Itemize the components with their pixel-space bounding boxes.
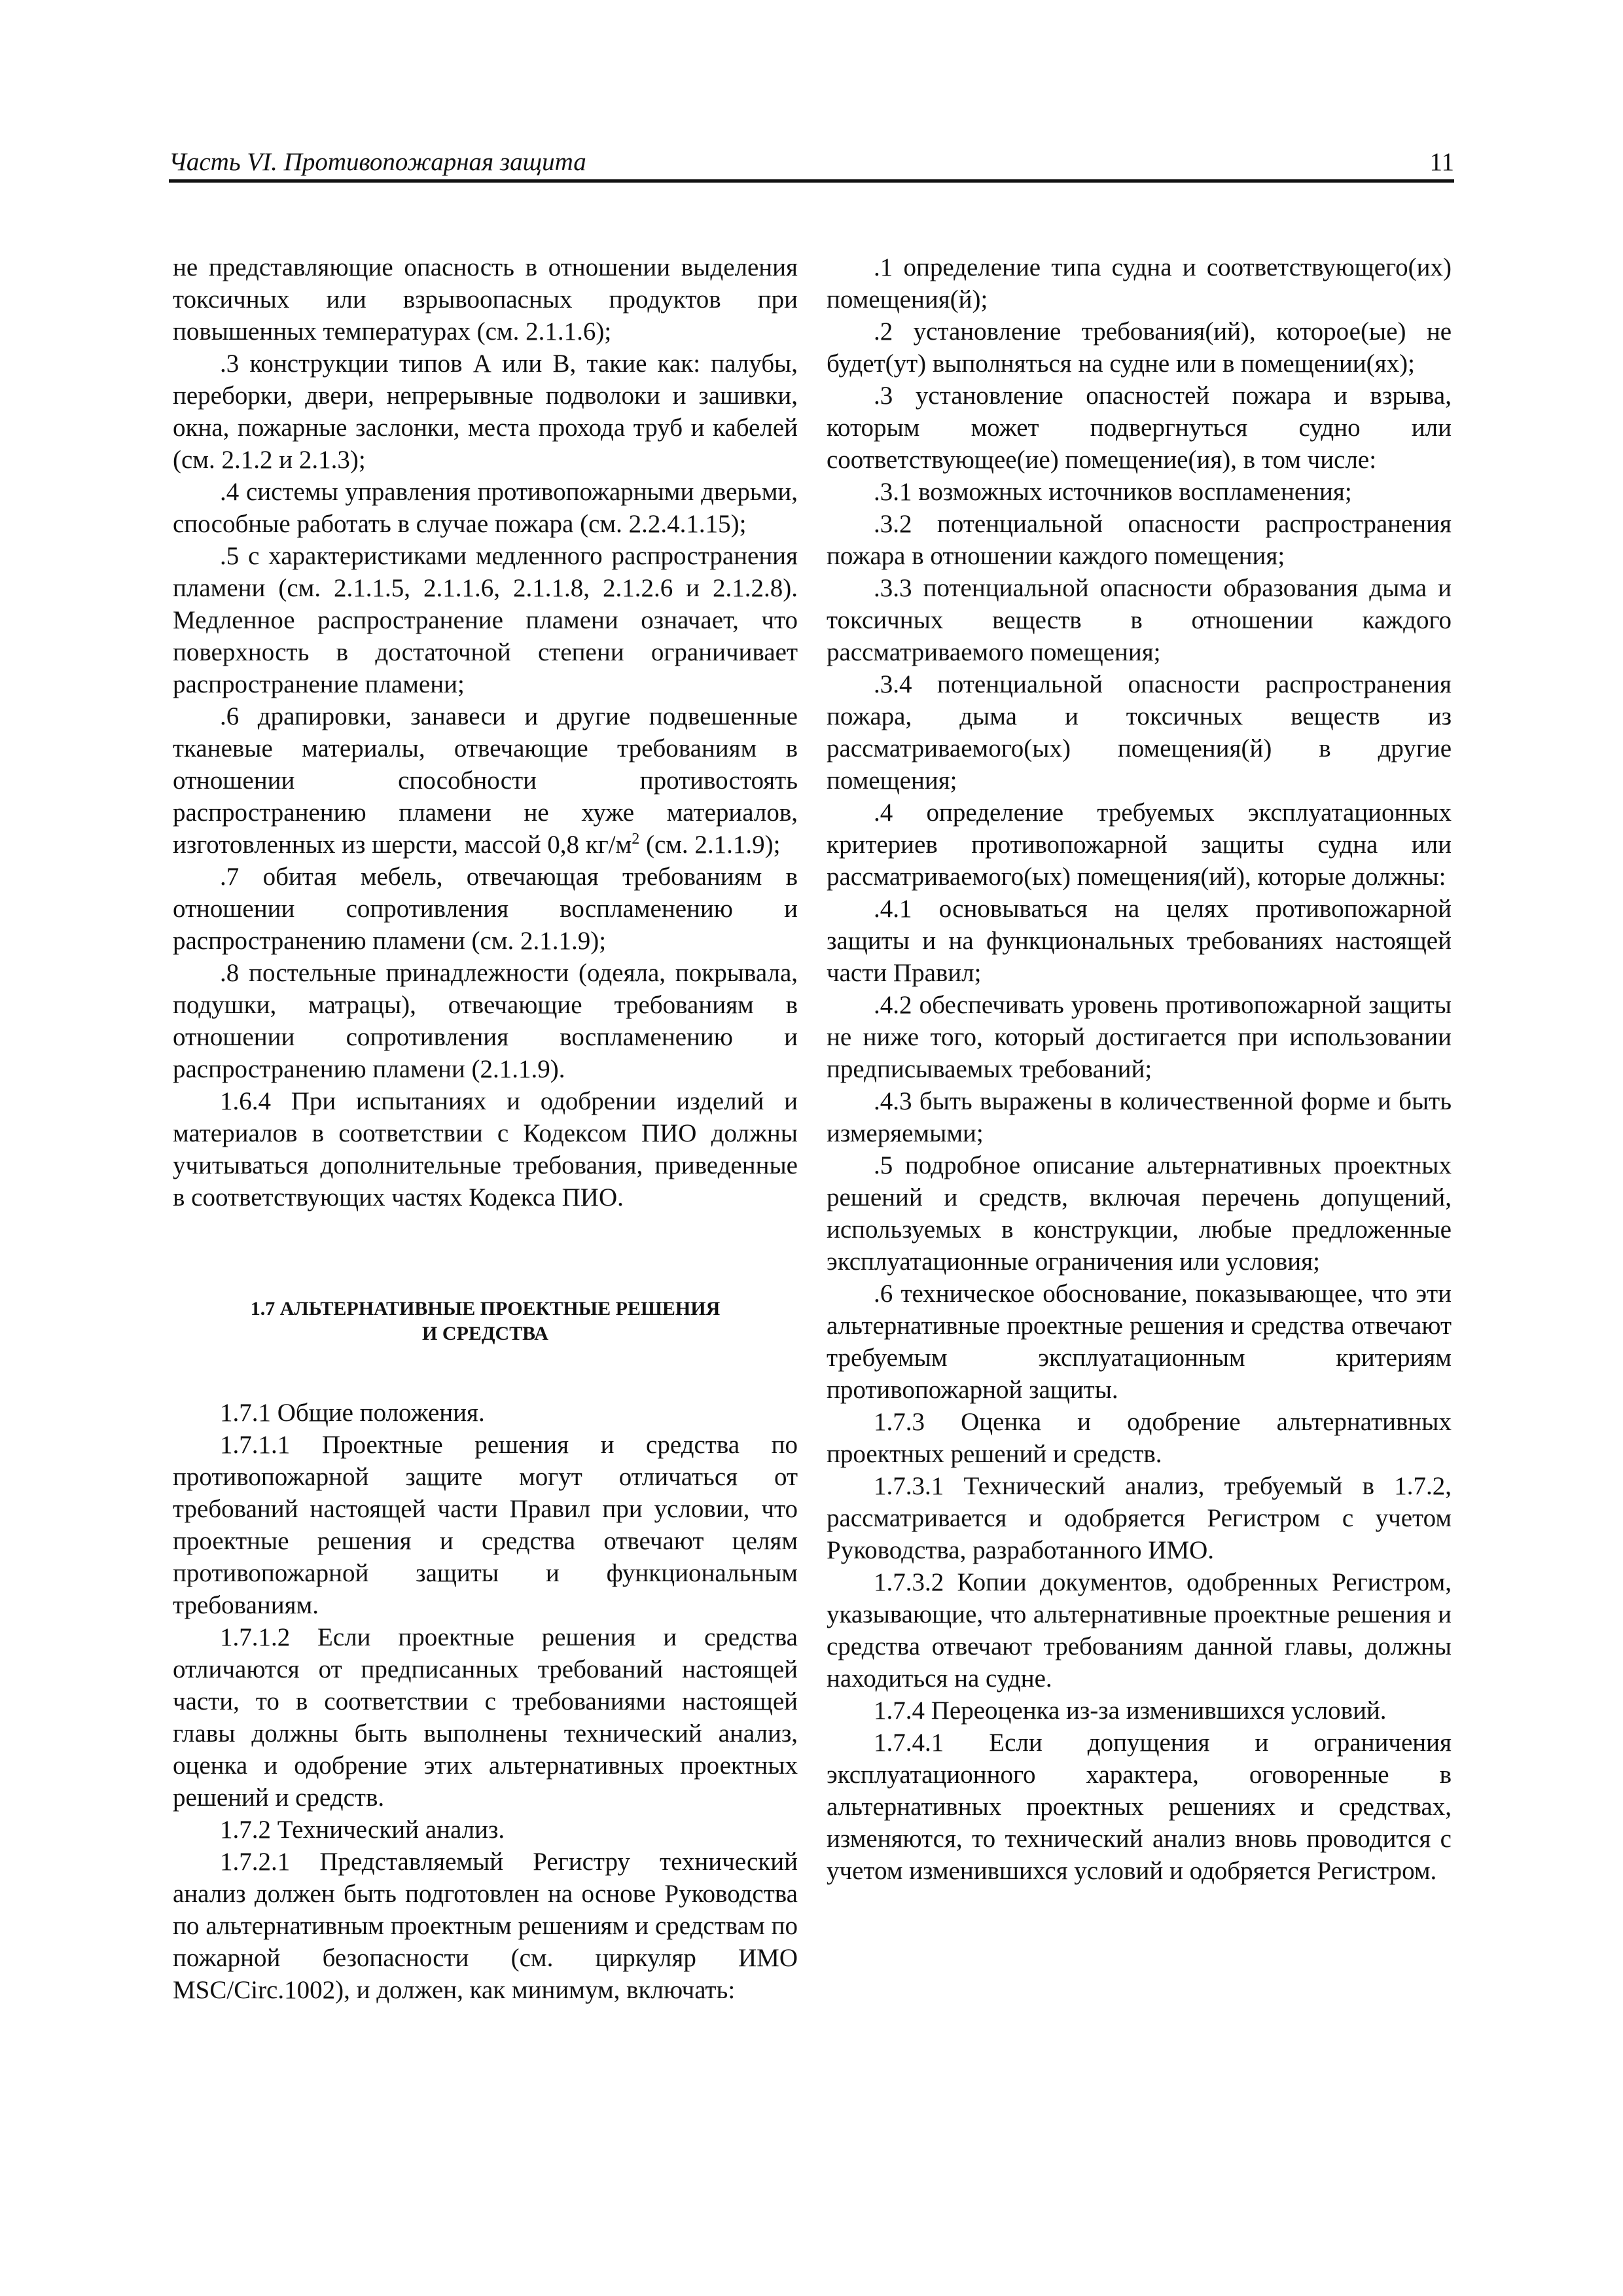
paragraph-text: .6 драпировки, занавеси и другие подвешенные тканевые материалы, отвечающие требованиям в отношении способности противостоять распространению пламени не хуже материалов, изготовленных из шерсти, массой 0,8 кг/м <box>173 702 798 859</box>
paragraph: .4.2 обеспечивать уровень противопожарной защиты не ниже того, который достигается при использовании предписываемых требований; <box>827 991 1452 1083</box>
paragraph: .1 определение типа судна и соответствующего(их) помещения(й); <box>827 253 1452 314</box>
section-heading <box>173 1297 798 1346</box>
paragraph: .3.2 потенциальной опасности распространения пожара в отношении каждого помещения; <box>827 510 1452 570</box>
paragraph: 1.7.2.1 Представляемый Регистру технический анализ должен быть подготовлен на основе Руководства по альтернативным проектным решениям и средствам по пожарной безопасности (см. циркуляр ИМО MSC/Circ.1002), и должен, как минимум, включать: <box>173 1848 798 2004</box>
paragraph: .4 определение требуемых эксплуатационных критериев противопожарной защиты судна или рассматриваемого(ых) помещения(ий), которые должны: <box>827 798 1452 891</box>
paragraph <box>173 700 798 861</box>
paragraph: .6 техническое обоснование, показывающее, что эти альтернативные проектные решения и средства отвечают требуемым эксплуатационным критериям противопожарной защиты. <box>827 1280 1452 1404</box>
paragraph: .8 постельные принадлежности (одеяла, покрывала, подушки, матрацы), отвечающие требованиям в отношении сопротивления воспламенению и распространению пламени (2.1.1.9). <box>173 959 798 1083</box>
paragraph: не представляющие опасность в отношении выделения токсичных или взрывоопасных продуктов при повышенных температурах (см. 2.1.1.6); <box>173 253 798 346</box>
paragraph: .4 системы управления противопожарными дверьми, способные работать в случае пожара (см. 2.2.4.1.15); <box>173 478 798 538</box>
paragraph: 1.7.4.1 Если допущения и ограничения эксплуатационного характера, оговоренные в альтернативных проектных решениях и средствах, изменяются, то технический анализ вновь проводится с учетом изменившихся условий и одобряется Регистром. <box>827 1729 1452 1885</box>
paragraph: .2 установление требования(ий), которое(ые) не будет(ут) выполняться на судне или в помещении(ях); <box>827 317 1452 378</box>
section-heading-line: 1.7 АЛЬТЕРНАТИВНЫЕ ПРОЕКТНЫЕ РЕШЕНИЯ <box>250 1298 721 1319</box>
paragraph: .3 установление опасностей пожара и взрыва, которым может подвергнуться судно или соответствующее(ие) помещение(ия), в том числе: <box>827 382 1452 474</box>
paragraph: .3.3 потенциальной опасности образования дыма и токсичных веществ в отношении каждого рассматриваемого помещения; <box>827 574 1452 666</box>
paragraph: 1.7.1.2 Если проектные решения и средства отличаются от предписанных требований настоящей части, то в соответствии с требованиями настоящей главы должны быть выполнены технический анализ, оценка и одобрение этих альтернативных проектных решений и средств. <box>173 1623 798 1812</box>
paragraph: 1.7.4 Переоценка из-за изменившихся условий. <box>874 1696 1387 1725</box>
right-column <box>827 251 1452 1887</box>
paragraph: 1.7.3 Оценка и одобрение альтернативных проектных решений и средств. <box>827 1408 1452 1468</box>
page-header <box>169 145 1454 183</box>
paragraph: .5 с характеристиками медленного распространения пламени (см. 2.1.1.5, 2.1.1.6, 2.1.1.8, 2.1.2.6 и 2.1.2.8). Медленное распространение пламени означает, что поверхность в достаточной степени ограничивает распространение пламени; <box>173 542 798 698</box>
paragraph: .7 обитая мебель, отвечающая требованиям в отношении сопротивления воспламенению и распространению пламени (см. 2.1.1.9); <box>173 863 798 955</box>
page-number: 11 <box>1429 148 1454 176</box>
paragraph: .3.4 потенциальной опасности распространения пожара, дыма и токсичных веществ из рассматриваемого(ых) помещения(й) в другие помещения; <box>827 670 1452 795</box>
paragraph-text: (см. 2.1.1.9); <box>639 831 781 859</box>
header-title: Часть VI. Противопожарная защита <box>169 148 586 176</box>
paragraph: 1.6.4 При испытаниях и одобрении изделий и материалов в соответствии с Кодексом ПИО должны учитываться дополнительные требования, приведенные в соответствующих частях Кодекса ПИО. <box>173 1087 798 1211</box>
paragraph: 1.7.2 Технический анализ. <box>220 1816 505 1844</box>
paragraph: .4.3 быть выражены в количественной форме и быть измеряемыми; <box>827 1087 1452 1147</box>
section-heading-line: И СРЕДСТВА <box>422 1323 548 1344</box>
paragraph: .3.1 возможных источников воспламенения; <box>874 478 1352 506</box>
paragraph: .3 конструкции типов А или В, такие как: палубы, переборки, двери, непрерывные подволоки и зашивки, окна, пожарные заслонки, места прохода труб и кабелей (см. 2.1.2 и 2.1.3); <box>173 350 798 474</box>
paragraph: .5 подробное описание альтернативных проектных решений и средств, включая перечень допущений, используемых в конструкции, любые предложенные эксплуатационные ограничения или условия; <box>827 1151 1452 1276</box>
paragraph: 1.7.1 Общие положения. <box>220 1399 485 1427</box>
paragraph: 1.7.3.1 Технический анализ, требуемый в 1.7.2, рассматривается и одобряется Регистром с учетом Руководства, разработанного ИМО. <box>827 1472 1452 1564</box>
paragraph: 1.7.1.1 Проектные решения и средства по противопожарной защите могут отличаться от требований настоящей части Правил при условии, что проектные решения и средства отвечают целям противопожарной защиты и функциональным требованиям. <box>173 1431 798 1619</box>
superscript: 2 <box>632 831 640 848</box>
paragraph: .4.1 основываться на целях противопожарной защиты и на функциональных требованиях настоящей части Правил; <box>827 895 1452 987</box>
left-column <box>173 251 798 2006</box>
paragraph: 1.7.3.2 Копии документов, одобренных Регистром, указывающие, что альтернативные проектные решения и средства отвечают требованиям данной главы, должны находиться на судне. <box>827 1568 1452 1693</box>
